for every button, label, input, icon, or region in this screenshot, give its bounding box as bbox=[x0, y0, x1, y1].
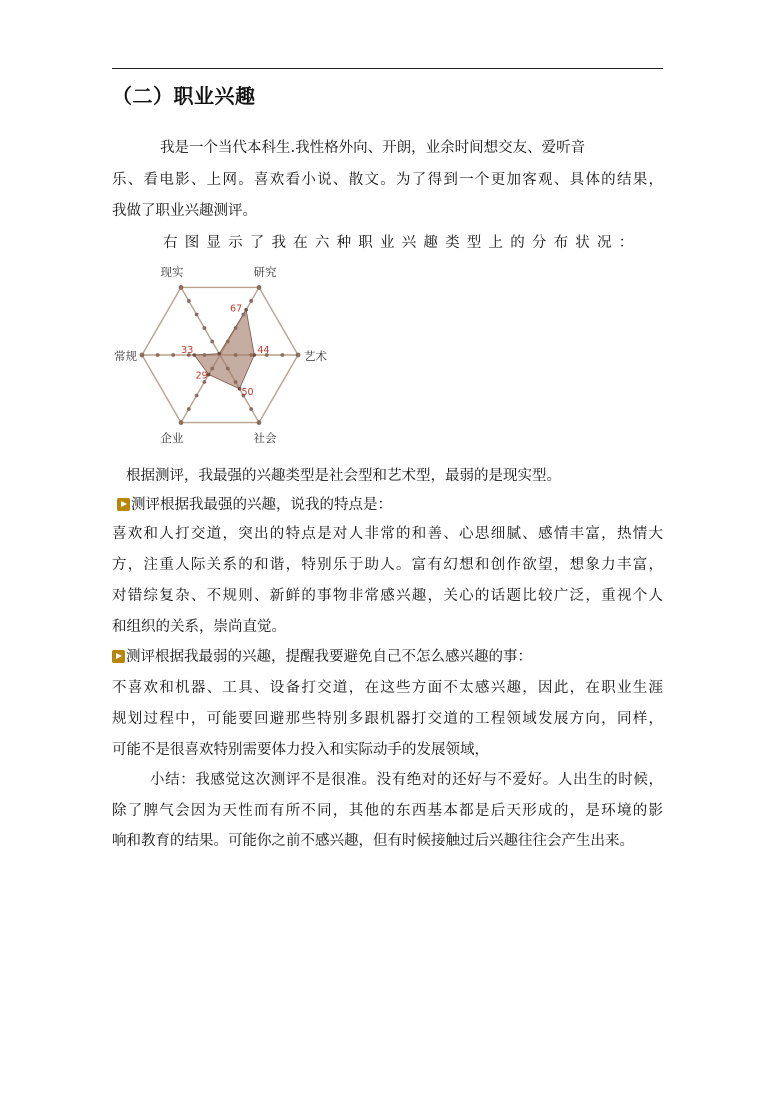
radar-tick-dot bbox=[203, 326, 207, 330]
radar-value-label-3: 50 bbox=[241, 386, 254, 398]
radar-vertex-dot bbox=[179, 285, 184, 290]
radar-vertex-dot bbox=[140, 353, 145, 358]
play-marker-icon bbox=[117, 498, 130, 511]
radar-tick-dot bbox=[226, 367, 230, 371]
radar-tick-dot bbox=[203, 353, 207, 357]
radar-tick-dot bbox=[249, 353, 253, 357]
radar-vertex-dot bbox=[296, 353, 301, 358]
radar-value-label-4: 29 bbox=[195, 370, 208, 382]
weak-line-2: 规划过程中，可能要回避那些特别多跟机器打交道的工程领域发展方向，同样， bbox=[112, 711, 663, 727]
radar-tick-dot bbox=[226, 340, 230, 344]
radar-axis-label-6: 现实 bbox=[160, 265, 184, 279]
radar-tick-dot bbox=[281, 353, 285, 357]
radar-tick-dot bbox=[171, 353, 175, 357]
intro-line-1: 我是一个当代本科生.我性格外向、开朗，业余时间想交友、爱听音 bbox=[160, 140, 586, 156]
radar-tick-dot bbox=[234, 380, 238, 384]
radar-tick-dot bbox=[249, 407, 253, 411]
intro-line-3: 我做了职业兴趣测评。 bbox=[112, 203, 257, 219]
radar-axis-label-4: 企业 bbox=[160, 431, 184, 445]
header-rule bbox=[112, 68, 663, 69]
radar-axis-label-3: 社会 bbox=[253, 431, 277, 445]
result-text: 根据测评，我最强的兴趣类型是社会型和艺术型，最弱的是现实型。 bbox=[126, 468, 561, 484]
radar-axis-label-2: 艺术 bbox=[304, 349, 327, 363]
summary-line-2: 除了脾气会因为天性而有所不同，其他的东西基本都是后天形成的，是环境的影 bbox=[112, 803, 663, 819]
weak-heading bbox=[112, 645, 532, 666]
radar-tick-dot bbox=[187, 299, 191, 303]
radar-vertex-dot bbox=[257, 285, 262, 290]
strong-line-2: 方，注重人际关系的和谐，特别乐于助人。富有幻想和创作欲望，想象力丰富， bbox=[112, 557, 663, 573]
radar-tick-dot bbox=[234, 353, 238, 357]
play-marker-icon bbox=[112, 650, 125, 663]
radar-point-6 bbox=[217, 352, 221, 356]
radar-axis-label-5: 常规 bbox=[114, 349, 137, 363]
radar-vertex-dot bbox=[257, 420, 262, 425]
strong-line-1: 喜欢和人打交道，突出的特点是对人非常的和善、心思细腻、感情丰富，热情大 bbox=[112, 526, 663, 542]
strong-line-4: 和组织的关系，崇尚直觉。 bbox=[112, 619, 286, 635]
radar-value-label-5: 33 bbox=[181, 345, 194, 356]
weak-line-3: 可能不是很喜欢特别需要体力投入和实际动手的发展领域， bbox=[112, 742, 489, 758]
radar-tick-dot bbox=[156, 353, 160, 357]
radar-tick-dot bbox=[210, 367, 214, 371]
radar-axis-label-1: 研究 bbox=[253, 265, 277, 279]
radar-tick-dot bbox=[195, 394, 199, 398]
strong-line-3: 对错综复杂、不规则、新鲜的事物非常感兴趣，关心的话题比较广泛，重视个人 bbox=[112, 588, 663, 604]
figure-caption: 右图显示了我在六种职业兴趣类型上的分布状况： bbox=[163, 235, 641, 251]
radar-vertex-dot bbox=[179, 420, 184, 425]
weak-heading-text: 测评根据我最弱的兴趣，提醒我要避免自己不怎么感兴趣的事： bbox=[126, 649, 532, 665]
summary-line-3: 响和教育的结果。可能你之前不感兴趣，但有时候接触过后兴趣往往会产生出来。 bbox=[112, 833, 634, 849]
strong-heading bbox=[117, 493, 392, 514]
radar-tick-dot bbox=[249, 299, 253, 303]
radar-tick-dot bbox=[187, 407, 191, 411]
intro-line-2: 乐、看电影、上网。喜欢看小说、散文。为了得到一个更加客观、具体的结果， bbox=[112, 172, 663, 188]
weak-line-1: 不喜欢和机器、工具、设备打交道，在这些方面不太感兴趣，因此，在职业生涯 bbox=[112, 680, 663, 696]
radar-point-1 bbox=[244, 308, 248, 312]
strong-heading-text: 测评根据我最强的兴趣，说我的特点是： bbox=[131, 497, 392, 513]
interest-radar-chart bbox=[110, 262, 330, 447]
radar-tick-dot bbox=[195, 313, 199, 317]
radar-value-label-2: 44 bbox=[257, 345, 270, 356]
section-title: （二）职业兴趣 bbox=[112, 84, 256, 108]
summary-line-1: 小结：我感觉这次测评不是很准。没有绝对的还好与不爱好。人出生的时候， bbox=[150, 772, 663, 788]
radar-tick-dot bbox=[234, 326, 238, 330]
radar-value-label-1: 67 bbox=[230, 303, 243, 315]
radar-tick-dot bbox=[210, 340, 214, 344]
